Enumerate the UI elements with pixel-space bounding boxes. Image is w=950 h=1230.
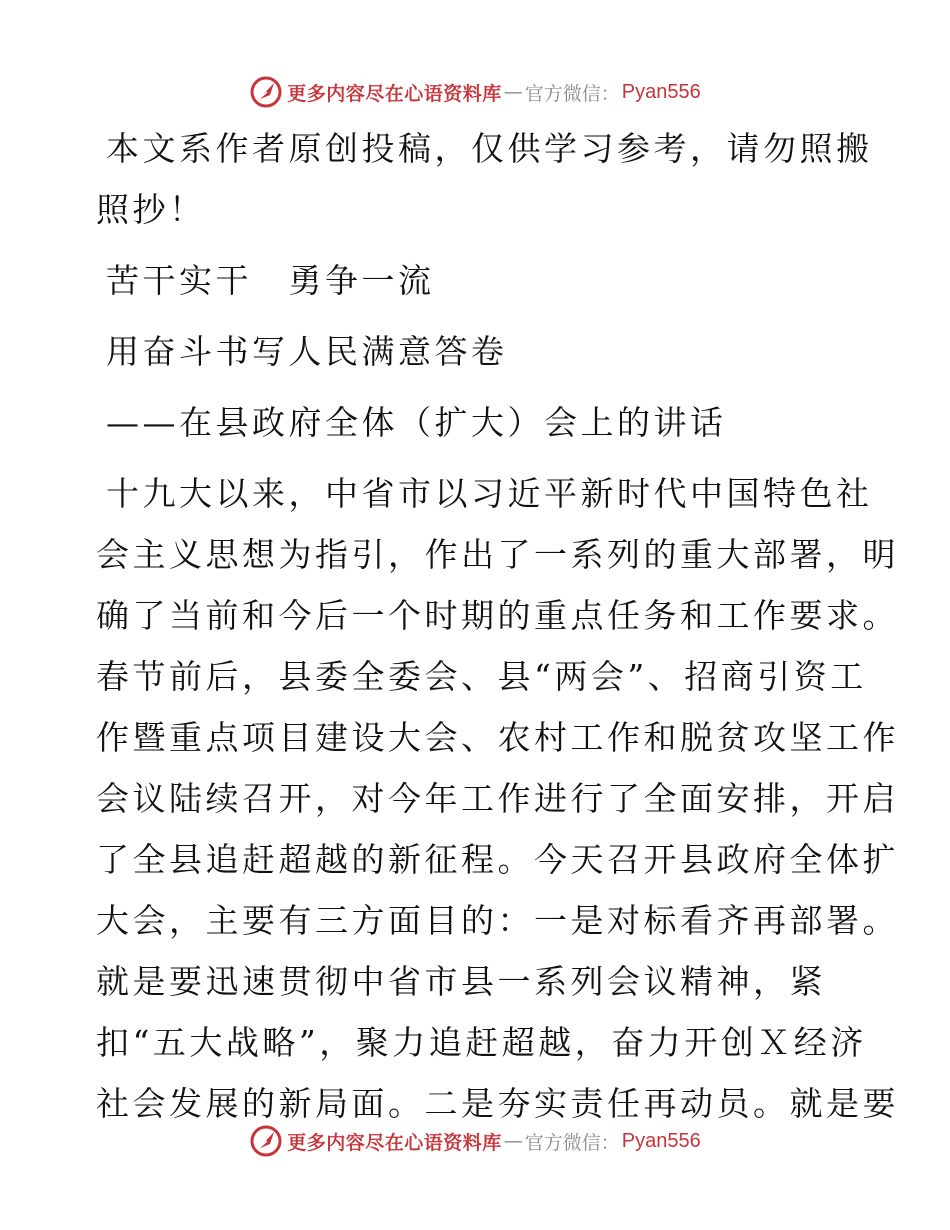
banner-wechat-label: 官方微信： [524, 82, 620, 105]
document-body [96, 118, 899, 1134]
para-line-2: 会主义思想为指引，作出了一系列的重大部署，明 [96, 535, 899, 574]
title-line-2: 用奋斗书写人民满意答卷 [106, 332, 508, 371]
para-line-3: 确了当前和今后一个时期的重点任务和工作要求。 [96, 596, 899, 635]
banner-wechat-id: Pyan556 [621, 1129, 701, 1152]
para-line-6: 会议陆续召开，对今年工作进行了全面安排，开启 [96, 779, 899, 818]
notice-line-2: 照抄！ [96, 190, 206, 229]
header-banner [0, 72, 950, 112]
subtitle: ——在县政府全体（扩大）会上的讲话 [106, 403, 727, 442]
banner-separator: — [503, 81, 523, 103]
banner-separator: — [503, 1130, 523, 1152]
para-line-9: 就是要迅速贯彻中省市县一系列会议精神，紧 [96, 962, 826, 1001]
quill-logo-icon [249, 75, 283, 109]
para-line-5: 作暨重点项目建设大会、农村工作和脱贫攻坚工作 [96, 718, 899, 757]
title-line-1: 苦干实干 勇争一流 [106, 261, 435, 300]
para-line-4: 春节前后，县委全委会、县“两会”、招商引资工 [96, 657, 867, 696]
banner-wechat-label: 官方微信： [524, 1131, 620, 1154]
notice-line-1: 本文系作者原创投稿，仅供学习参考，请勿照搬 [106, 129, 873, 168]
para-line-10: 扣“五大战略”，聚力追赶超越，奋力开创Ｘ经济 [96, 1023, 867, 1062]
para-line-8: 大会，主要有三方面目的：一是对标看齐再部署。 [96, 901, 899, 940]
para-line-7: 了全县追赶超越的新征程。今天召开县政府全体扩 [96, 840, 899, 879]
quill-logo-icon [249, 1124, 283, 1158]
para-line-11: 社会发展的新局面。二是夯实责任再动员。就是要 [96, 1084, 899, 1123]
banner-text: 更多内容尽在心语资料库 [287, 1131, 502, 1154]
banner-wechat-id: Pyan556 [621, 80, 701, 103]
banner-text: 更多内容尽在心语资料库 [287, 82, 502, 105]
footer-banner [0, 1121, 950, 1161]
para-line-1: 十九大以来，中省市以习近平新时代中国特色社 [106, 474, 873, 513]
